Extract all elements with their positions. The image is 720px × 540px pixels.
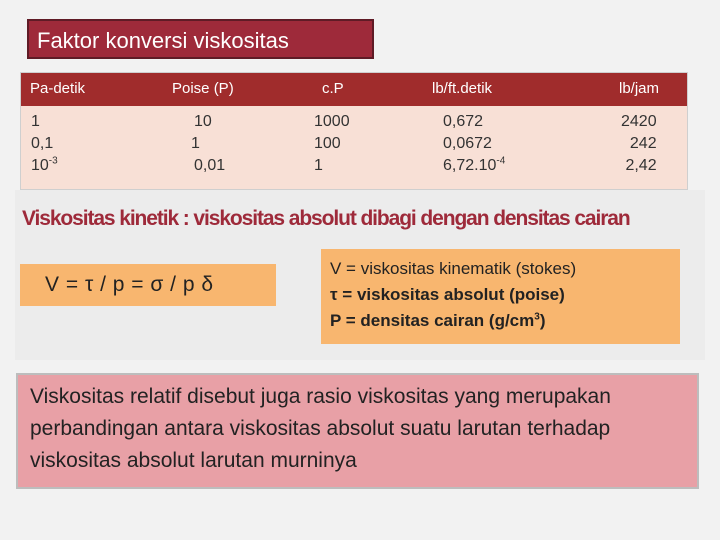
definition-p [330,308,680,334]
cell-base: 6,72.10 [443,157,497,174]
header-lb-ft-detik: lb/ft.detik [432,80,493,97]
viscosity-formula: V = τ / p = σ / p δ [20,264,276,306]
header-poise: Poise (P) [172,80,234,97]
definition-p-text: P = densitas cairan (g/cm [330,311,535,330]
table-cell: 100 [314,135,341,152]
table-cell: 0,01 [194,157,226,174]
definition-tau: τ = viskositas absolut (poise) [330,285,565,304]
table-column-pa-detik [31,111,58,177]
table-cell [443,155,505,177]
relative-viscosity-note: Viskositas relatif disebut juga rasio viskositas yang merupakan perbandingan antara viskositas absolut suatu larutan terhadap viskositas absolut larutan murninya [16,373,699,489]
table-cell: 1000 [314,113,350,130]
kinetic-heading: Viskositas kinetik : viskositas absolut dibagi dengan densitas cairan [22,207,630,230]
table-cell: 1 [314,157,323,174]
definition-p-close: ) [539,311,546,330]
table-column-cp [314,111,350,177]
table-cell: 0,672 [443,113,484,130]
table-cell: 10 [194,113,212,130]
header-pa-detik: Pa-detik [30,80,86,97]
cell-exponent: -3 [48,155,58,167]
cell-base: 10 [31,157,49,174]
table-column-lb-ft-detik [443,111,505,177]
slide-title: Faktor konversi viskositas [27,19,374,59]
table-column-lb-jam [621,111,657,177]
table-cell [31,155,58,177]
table-cell: 1 [191,135,200,152]
formula-definitions [321,249,680,344]
table-cell: 242 [629,135,657,152]
header-cp: c.P [322,80,344,97]
table-cell: 2,42 [625,157,657,174]
table-cell: 2420 [621,113,657,130]
definition-p-exponent: 3 [534,311,540,323]
table-column-poise [191,111,225,177]
header-lb-jam: lb/jam [619,80,660,97]
table-header-row [21,73,687,106]
table-cell: 0,0672 [443,135,492,152]
cell-exponent: -4 [496,155,506,167]
definition-v: V = viskositas kinematik (stokes) [330,259,577,278]
conversion-table [20,72,688,190]
table-cell: 0,1 [31,135,54,152]
table-cell: 1 [31,113,40,130]
